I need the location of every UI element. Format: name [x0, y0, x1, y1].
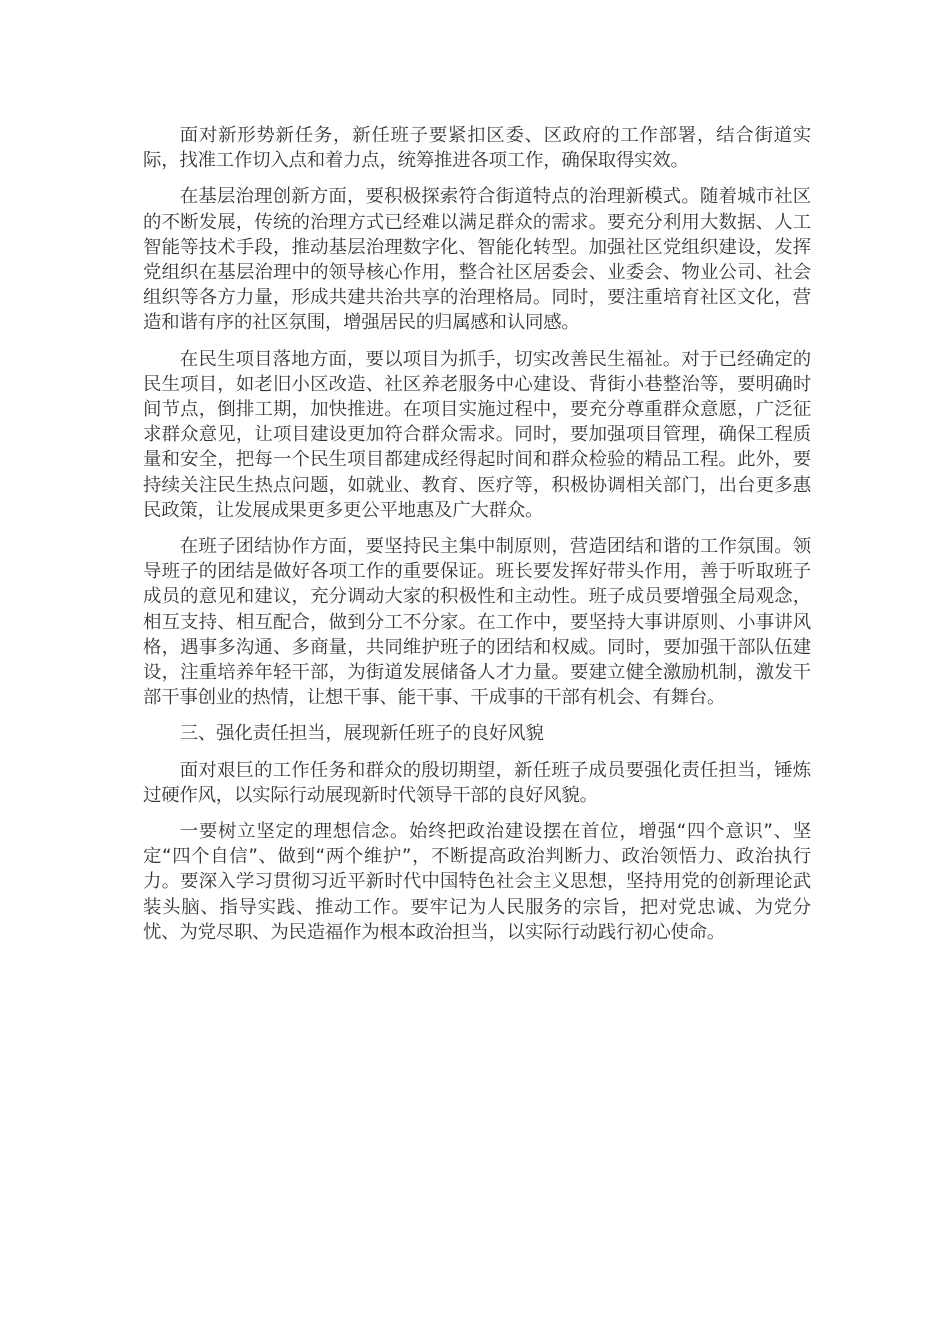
section-heading-three: 三、强化责任担当，展现新任班子的良好风貌 [179, 723, 544, 745]
document-page [143, 123, 811, 956]
paragraph-ideals-belief: 一要树立坚定的理想信念。始终把政治建设摆在首位，增强“四个意识”、坚定“四个自信”、做到“两个维护”，不断提高政治判断力、政治领悟力、政治执行力。要深入学习贯彻习近平新时代中国特色社会主义思想，坚持用党的创新理论武装头脑、指导实践、推动工作。要牢记为人民服务的宗旨，把对党忠诚、为党分忧、为党尽职、为民造福作为根本政治担当，以实际行动践行初心使命。 [143, 821, 811, 943]
paragraph-team-unity: 在班子团结协作方面，要坚持民主集中制原则，营造团结和谐的工作氛围。领导班子的团结是做好各项工作的重要保证。班长要发挥好带头作用，善于听取班子成员的意见和建议，充分调动大家的积极性和主动性。班子成员要增强全局观念，相互支持、相互配合，做到分工不分家。在工作中，要坚持大事讲原则、小事讲风格，遇事多沟通、多商量，共同维护班子的团结和权威。同时，要加强干部队伍建设，注重培养年轻干部，为街道发展储备人才力量。要建立健全激励机制，激发干部干事创业的热情，让想干事、能干事、干成事的干部有机会、有舞台。 [143, 536, 811, 709]
paragraph-livelihood-projects: 在民生项目落地方面，要以项目为抓手，切实改善民生福祉。对于已经确定的民生项目，如老旧小区改造、社区养老服务中心建设、背街小巷整治等，要明确时间节点，倒排工期，加快推进。在项目实施过程中，要充分尊重群众意愿，广泛征求群众意见，让项目建设更加符合群众需求。同时，要加强项目管理，确保工程质量和安全，把每一个民生项目都建成经得起时间和群众检验的精品工程。此外，要持续关注民生热点问题，如就业、教育、医疗等，积极协调相关部门，出台更多惠民政策，让发展成果更多更公平地惠及广大群众。 [143, 348, 811, 521]
paragraph-responsibility-intro: 面对艰巨的工作任务和群众的殷切期望，新任班子成员要强化责任担当，锤炼过硬作风，以实际行动展现新时代领导干部的良好风貌。 [143, 759, 811, 806]
paragraph-work-deployment: 面对新形势新任务，新任班子要紧扣区委、区政府的工作部署，结合街道实际，找准工作切入点和着力点，统筹推进各项工作，确保取得实效。 [143, 125, 811, 172]
paragraph-grassroots-governance: 在基层治理创新方面，要积极探索符合街道特点的治理新模式。随着城市社区的不断发展，传统的治理方式已经难以满足群众的需求。要充分利用大数据、人工智能等技术手段，推动基层治理数字化、智能化转型。加强社区党组织建设，发挥党组织在基层治理中的领导核心作用，整合社区居委会、业委会、物业公司、社会组织等各方力量，形成共建共治共享的治理格局。同时，要注重培育社区文化，营造和谐有序的社区氛围，增强居民的归属感和认同感。 [143, 186, 811, 334]
